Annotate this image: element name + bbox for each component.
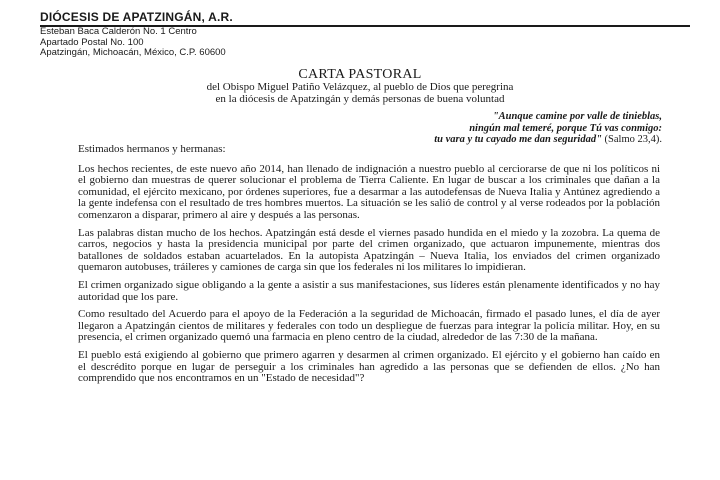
epigraph-line: tu vara y tu cayado me dan seguridad" xyxy=(434,134,602,145)
letter-body xyxy=(78,144,660,391)
subtitle-line: en la diócesis de Apatzingán y demás personas de buena voluntad xyxy=(215,93,505,105)
postal-box-line: Apartado Postal No. 100 xyxy=(40,36,144,48)
paragraph: Las palabras distan mucho de los hechos. Apatzingán está desde el viernes pasado hundida en el miedo y la zozobra. La quema de carros, negocios y hasta la presidencia municipal por parte del crimen organizado, que actuaron impunemente, mientras dos batallones de soldados estaban acuartelados. En la autopista Apatzingán – Nueva Italia, los enviados del crimen organizado quemaron autobuses, tráileres y camiones de carga sin que los federales ni los militares lo impidieran. xyxy=(78,226,660,274)
paragraph: Como resultado del Acuerdo para el apoyo de la Federación a la seguridad de Michoacán, firmado el pasado lunes, el día de ayer llegaron a Apatzingán cientos de militares y federales con todo un despliegue de fuerzas para integrar la policía militar. Hoy, en su presencia, el crimen organizado quemó una farmacia en pleno centro de la ciudad, alrededor de las 7:30 de la mañana. xyxy=(78,308,660,344)
epigraph-line: "Aunque camine por valle de tinieblas, xyxy=(492,111,662,122)
city-line: Apatzingán, Michoacán, México, C.P. 60600 xyxy=(40,47,226,58)
document-subtitle xyxy=(0,81,720,105)
epigraph-reference: (Salmo 23,4). xyxy=(601,134,662,145)
paragraph: Los hechos recientes, de este nuevo año 2014, han llenado de indignación a nuestro pueblo al cerciorarse de que ni los políticos ni el gobierno dan muestras de querer solucionar el problema de Tierra Caliente. En lugar de buscar a los criminales que dañan a la comunidad, el ejército mexicano, por órdenes superiores, fue a desarmar a las autodefensas de Nueva Italia y Antúnez agrediendo a la gente indefensa con el resultado de tres hombres muertos. La situación se les salió de control y al verse rodeados por la población comenzaron a disparar, primero al aire y después a las personas. xyxy=(78,162,660,221)
epigraph-line: ningún mal temeré, porque Tú vas conmigo: xyxy=(469,122,662,134)
salutation: Estimados hermanos y hermanas: xyxy=(78,143,226,155)
letterhead xyxy=(40,10,690,59)
paragraph: El pueblo está exigiendo al gobierno que primero agarren y desarmen al crimen organizado. El ejército y el gobierno han caído en el descrédito porque en lugar de perseguir a los criminales han agredido a las personas que se defienden de ellos. ¿No han comprendido que nos encontramos en un "Estado de necesidad"? xyxy=(78,348,660,385)
paragraph: El crimen organizado sigue obligando a la gente a asistir a sus manifestaciones, sus líderes están plenamente identificados y no hay autoridad que los pare. xyxy=(78,278,660,303)
epigraph-quote xyxy=(434,111,662,146)
diocese-name: DIÓCESIS DE APATZINGÁN, A.R. xyxy=(40,10,690,27)
document-title: CARTA PASTORAL xyxy=(298,67,422,82)
address-line: Esteban Baca Calderón No. 1 Centro xyxy=(40,26,197,37)
subtitle-line: del Obispo Miguel Patiño Velázquez, al pueblo de Dios que peregrina xyxy=(206,81,514,93)
